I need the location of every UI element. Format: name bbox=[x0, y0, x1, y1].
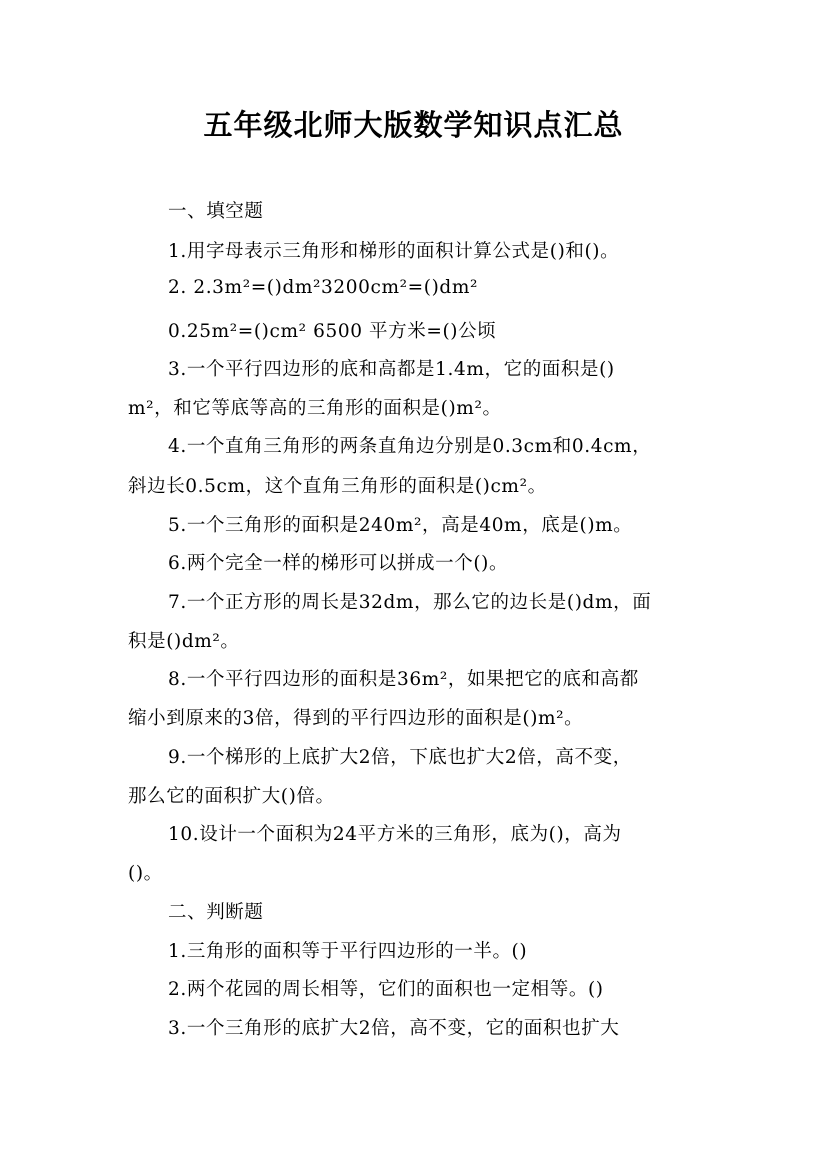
question-line: 6.两个完全一样的梯形可以拼成一个()。 bbox=[168, 553, 509, 574]
question-line: 2. 2.3m²=()dm²3200cm²=()dm² bbox=[168, 277, 478, 298]
section-heading-fill-blank: 一、填空题 bbox=[168, 201, 264, 222]
section-heading-true-false: 二、判断题 bbox=[168, 902, 264, 923]
question-line: 1.三角形的面积等于平行四边形的一半。() bbox=[168, 941, 528, 962]
question-line: 7.一个正方形的周长是32dm，那么它的边长是()dm，面 bbox=[168, 592, 652, 613]
question-line: 0.25m²=()cm² 6500 平方米=()公顷 bbox=[168, 321, 497, 342]
question-line: ()。 bbox=[128, 863, 163, 884]
question-line: 4.一个直角三角形的两条直角边分别是0.3cm和0.4cm， bbox=[168, 436, 652, 457]
question-line: 缩小到原来的3倍，得到的平行四边形的面积是()m²。 bbox=[128, 708, 584, 729]
question-line: 1.用字母表示三角形和梯形的面积计算公式是()和()。 bbox=[168, 241, 620, 262]
question-line: 3.一个平行四边形的底和高都是1.4m，它的面积是() bbox=[168, 359, 615, 380]
question-line: 积是()dm²。 bbox=[128, 631, 240, 652]
question-line: 那么它的面积扩大()倍。 bbox=[128, 786, 335, 807]
question-line: 10.设计一个面积为24平方米的三角形，底为()，高为 bbox=[168, 824, 622, 845]
question-line: 3.一个三角形的底扩大2倍，高不变，它的面积也扩大 bbox=[168, 1018, 620, 1039]
question-line: 8.一个平行四边形的面积是36m²，如果把它的底和高都 bbox=[168, 669, 639, 690]
question-line: 5.一个三角形的面积是240m²，高是40m，底是()m。 bbox=[168, 515, 633, 536]
question-line: m²，和它等底等高的三角形的面积是()m²。 bbox=[128, 398, 502, 419]
document-title: 五年级北师大版数学知识点汇总 bbox=[203, 108, 624, 142]
question-line: 斜边长0.5cm，这个直角三角形的面积是()cm²。 bbox=[128, 476, 547, 497]
question-line: 9.一个梯形的上底扩大2倍，下底也扩大2倍，高不变， bbox=[168, 747, 632, 768]
question-line: 2.两个花园的周长相等，它们的面积也一定相等。() bbox=[168, 979, 604, 1000]
